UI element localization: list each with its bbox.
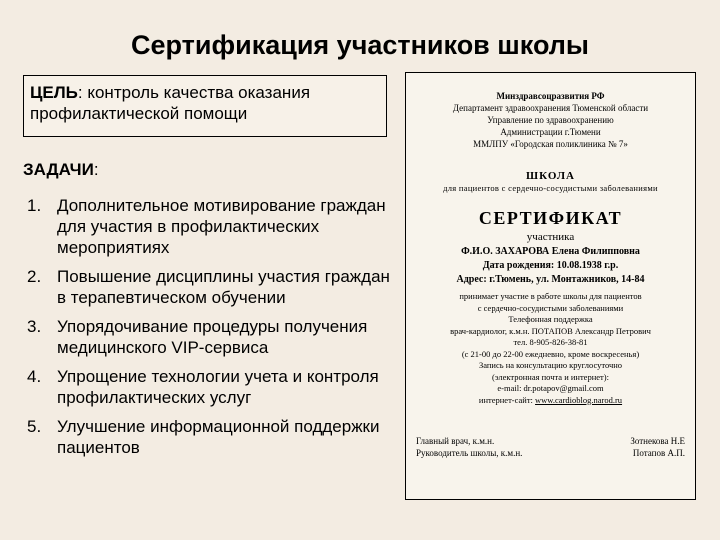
item-text: Повышение дисциплины участия граждан в терапевтическом обучении: [57, 267, 390, 307]
email-line: e-mail: dr.potapov@gmail.com: [497, 383, 604, 393]
person-address: Адрес: г.Тюмень, ул. Монтажников, 14-84: [456, 274, 645, 285]
person-name: Ф.И.О. ЗАХАРОВА Елена Филипповна: [461, 246, 640, 257]
item-number: 1.: [27, 196, 42, 215]
signature-name: Зотнекова Н.Е: [630, 436, 685, 446]
page-title: Сертификация участников школы: [131, 30, 589, 60]
goal-label: ЦЕЛЬ: [30, 83, 78, 102]
item-number: 5.: [27, 417, 42, 436]
body-line: врач-кардиолог, к.м.н. ПОТАПОВ Александр Петрович: [450, 325, 651, 336]
school-block: [406, 170, 695, 194]
person-details: [406, 245, 695, 287]
body-line: тел. 8-905-826-38-81: [513, 337, 588, 347]
website-link[interactable]: www.cardioblog.narod.ru: [535, 394, 623, 405]
list-item: [23, 316, 395, 358]
body-line: Телефонная поддержка: [508, 314, 593, 324]
signature-titles: [416, 435, 522, 459]
signature-names: [630, 435, 685, 459]
header-line: Администрации г.Тюмени: [500, 127, 601, 137]
school-title: ШКОЛА: [526, 170, 575, 182]
item-number: 4.: [27, 367, 42, 386]
certificate-body: [406, 291, 695, 406]
goal-text: : контроль качества оказания профилактической помощи: [30, 83, 311, 123]
person-birthdate: Дата рождения: 10.08.1938 г.р.: [482, 260, 619, 271]
tasks-colon: :: [93, 160, 99, 179]
body-line: Запись на консультацию круглосуточно: [478, 360, 623, 370]
list-item: [23, 416, 395, 458]
tasks-heading: [23, 160, 99, 180]
item-text: Улучшение информационной поддержки пациентов: [57, 417, 380, 457]
body-line: (с 21-00 до 22-00 ежедневно, кроме воскресенья): [461, 348, 640, 359]
certificate-header: [406, 90, 695, 150]
signature-title: Главный врач, к.м.н.: [416, 436, 495, 446]
body-line: принимает участие в работе школы для пациентов: [459, 291, 642, 301]
website-line: [406, 395, 695, 407]
item-number: 2.: [27, 267, 42, 286]
goal-box: [23, 75, 387, 137]
body-line: с сердечно-сосудистыми заболеваниями: [477, 302, 624, 313]
signature-name: Потапов А.П.: [632, 448, 685, 458]
certificate-card: [405, 72, 696, 500]
header-line: Минздравсоцразвития РФ: [496, 91, 605, 101]
certificate-title: СЕРТИФИКАТ: [478, 208, 623, 228]
signature-title: Руководитель школы, к.м.н.: [416, 448, 523, 458]
list-item: [23, 366, 395, 408]
body-line: (электронная почта и интернет):: [492, 371, 609, 382]
signatures: [416, 435, 685, 459]
website-prefix: интернет-сайт:: [478, 394, 536, 405]
item-text: Упорядочивание процедуры получения медицинского VIP-сервиса: [57, 317, 368, 357]
tasks-label: ЗАДАЧИ: [23, 160, 94, 179]
item-text: Дополнительное мотивирование граждан для участия в профилактических мероприятиях: [57, 196, 386, 257]
item-number: 3.: [27, 317, 42, 336]
list-item: [23, 266, 395, 308]
list-item: [23, 195, 395, 258]
header-line: ММЛПУ «Городская поликлиника № 7»: [473, 139, 628, 149]
tasks-list: [23, 195, 395, 466]
header-line: Управление по здравоохранению: [487, 115, 614, 125]
header-line: Департамент здравоохранения Тюменской области: [452, 103, 649, 113]
participant-label: участника: [526, 231, 575, 243]
school-subtitle: для пациентов с сердечно-сосудистыми заболеваниями: [443, 183, 658, 193]
item-text: Упрощение технологии учета и контроля профилактических услуг: [57, 367, 379, 407]
